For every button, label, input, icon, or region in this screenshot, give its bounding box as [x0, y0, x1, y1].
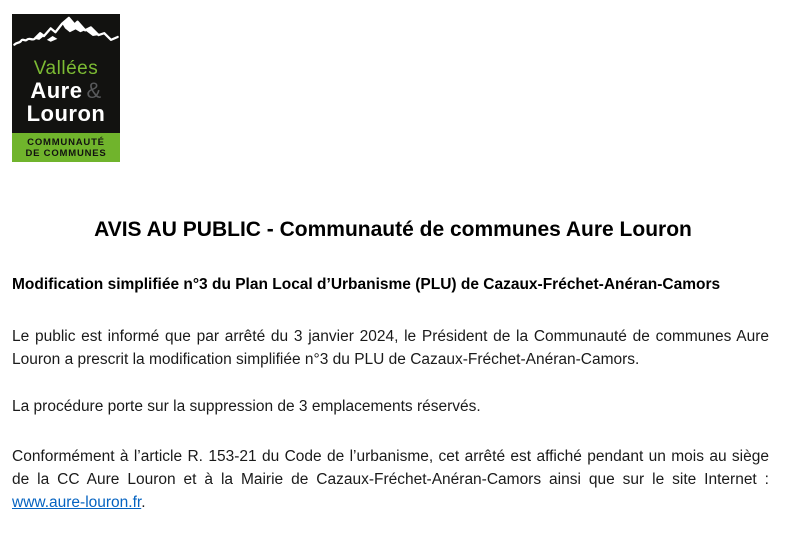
logo-aure-text: [12, 79, 120, 102]
notice-subtitle: Modification simplifiée n°3 du Plan Local d’Urbanisme (PLU) de Cazaux-Fréchet-Anéran-Camors: [12, 276, 721, 293]
website-link[interactable]: www.aure-louron.fr: [12, 494, 142, 511]
paragraph-affichage-period: .: [141, 494, 146, 511]
logo-louron-text: Louron: [26, 101, 106, 126]
paragraph-affichage: [12, 445, 769, 514]
logo-ampersand: &: [86, 78, 102, 103]
logo-aure-word: Aure: [30, 78, 83, 103]
logo-band-line2: DE COMMUNES: [25, 147, 107, 159]
paragraph-affichage-text: Conformément à l’article R. 153-21 du Code de l’urbanisme, cet arrêté est affiché pendant un mois au siège de la CC Aure Louron et à la Mairie de Cazaux-Fréchet-Anéran-Camors ainsi que sur le site Internet :: [12, 448, 769, 488]
aure-louron-logo: [12, 14, 120, 162]
page-title: AVIS AU PUBLIC - Communauté de communes Aure Louron: [94, 218, 692, 241]
logo-band-line1: COMMUNAUTÉ: [27, 136, 105, 148]
paragraph-prescription: Le public est informé que par arrêté du 3 janvier 2024, le Président de la Communauté de communes Aure Louron a prescrit la modification simplifiée n°3 du PLU de Cazaux-Fréchet-Anéran-Camors.: [12, 328, 769, 368]
logo-vallees-text: Vallées: [33, 58, 99, 79]
mountain-ridge-icon: [12, 15, 120, 59]
logo-band: [12, 133, 120, 162]
paragraph-procedure: La procédure porte sur la suppression de 3 emplacements réservés.: [12, 398, 481, 415]
